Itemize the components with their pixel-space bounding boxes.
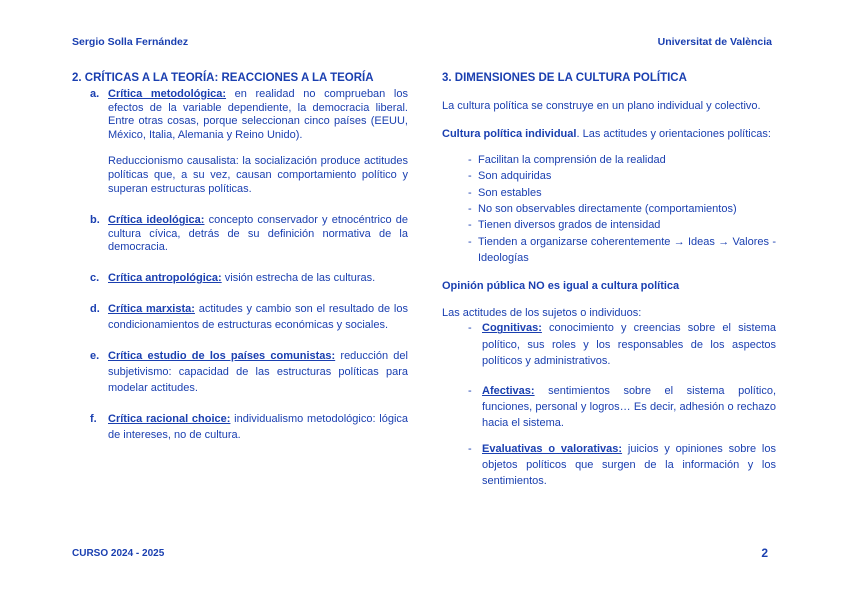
item-marker: f. bbox=[90, 412, 97, 425]
individual-culture-paragraph bbox=[442, 128, 776, 142]
attitude-features-list bbox=[442, 152, 776, 266]
critique-text: individualismo metodológico: lógica de intereses, no de cultura. bbox=[108, 412, 409, 441]
item-marker: c. bbox=[90, 271, 100, 284]
list-item: - Tienen diversos grados de intensidad bbox=[468, 219, 661, 232]
section-title-dimensiones: 3. DIMENSIONES DE LA CULTURA POLÍTICA bbox=[442, 72, 687, 84]
critique-item-f bbox=[72, 411, 408, 443]
individual-culture-text: . Las actitudes y orientaciones políticas: bbox=[576, 127, 771, 140]
dimensions-intro: La cultura política se construye en un plano individual y colectivo. bbox=[442, 100, 761, 112]
opinion-heading: Opinión pública NO es igual a cultura política bbox=[442, 280, 680, 293]
critique-text: reducción del subjetivismo: capacidad de las estructuras políticas para modelar actitudes. bbox=[108, 349, 408, 394]
critique-term: Crítica ideológica: bbox=[108, 214, 205, 227]
header-author: Sergio Solla Fernández bbox=[72, 36, 189, 48]
list-item: - Tienden a organizarse coherentemente → Ideas → Valores - Ideologías bbox=[468, 235, 776, 264]
list-item: - Son adquiridas bbox=[468, 170, 552, 183]
critique-text: visión estrecha de las culturas. bbox=[221, 271, 376, 284]
attitude-types-list bbox=[442, 320, 776, 489]
critique-text: actitudes y cambio son el resultado de los condicionamientos de estructuras económicas y sociales. bbox=[108, 302, 408, 331]
header-institution: Universitat de València bbox=[657, 36, 772, 48]
footer-course: CURSO 2024 - 2025 bbox=[72, 548, 165, 559]
critique-term: Crítica marxista: bbox=[108, 302, 195, 315]
critique-item-d bbox=[72, 301, 408, 333]
critique-term: Crítica estudio de los países comunistas: bbox=[108, 349, 336, 362]
right-column bbox=[442, 70, 776, 489]
attitudes-intro: Las actitudes de los sujetos o individuos: bbox=[442, 306, 642, 319]
item-marker: b. bbox=[90, 214, 100, 227]
list-item: - No son observables directamente (comportamientos) bbox=[468, 203, 737, 216]
left-column bbox=[72, 70, 408, 443]
critique-item-b bbox=[72, 214, 408, 255]
section-title-criticas: 2. CRÍTICAS A LA TEORÍA: REACCIONES A LA TEORÍA bbox=[72, 72, 374, 84]
list-item: - Son estables bbox=[468, 186, 542, 199]
page-number: 2 bbox=[761, 546, 768, 560]
attitude-term: Cognitivas: bbox=[482, 322, 542, 335]
list-item: - Evaluativas o valorativas: juicios y opiniones sobre los objetos políticos que surgen de la información y los sentimientos. bbox=[468, 442, 776, 488]
critique-text: concepto conservador y etnocéntrico de cultura cívica, detrás de su definición normativa de la democracia. bbox=[108, 214, 409, 254]
critique-item-a bbox=[72, 88, 408, 196]
item-marker: d. bbox=[90, 302, 100, 315]
item-marker: e. bbox=[90, 349, 100, 362]
list-item: - Facilitan la comprensión de la realidad bbox=[468, 154, 666, 167]
critique-item-e bbox=[72, 348, 408, 396]
individual-culture-term: Cultura política individual bbox=[442, 127, 577, 140]
critique-term: Crítica metodológica: bbox=[108, 88, 227, 100]
attitude-term: Afectivas: bbox=[482, 385, 535, 398]
critique-text: en realidad no comprueban los efectos de la variable dependiente, la democracia liberal. Entre otras cosas, porque seleccionan cinco países (EEUU, México, Italia, Alemania y Reino Unido). bbox=[108, 88, 408, 141]
list-item: - Cognitivas: conocimiento y creencias sobre el sistema político, sus roles y los responsables de los aspectos políticos y administrativos. bbox=[468, 322, 776, 367]
list-item: - Afectivas: sentimientos sobre el sistema político, funciones, personal y logros… Es decir, adhesión o rechazo hacia el sistema. bbox=[468, 385, 776, 430]
item-marker: a. bbox=[90, 88, 100, 100]
critique-item-c bbox=[72, 272, 408, 286]
critique-term: Crítica antropológica: bbox=[108, 271, 222, 284]
critique-extra: Reduccionismo causalista: la socialización produce actitudes políticas que, a su vez, causan comportamiento político y superan estructuras políticas. bbox=[108, 155, 408, 195]
critique-term: Crítica racional choice: bbox=[108, 412, 231, 425]
attitude-term: Evaluativas o valorativas: bbox=[482, 442, 623, 455]
